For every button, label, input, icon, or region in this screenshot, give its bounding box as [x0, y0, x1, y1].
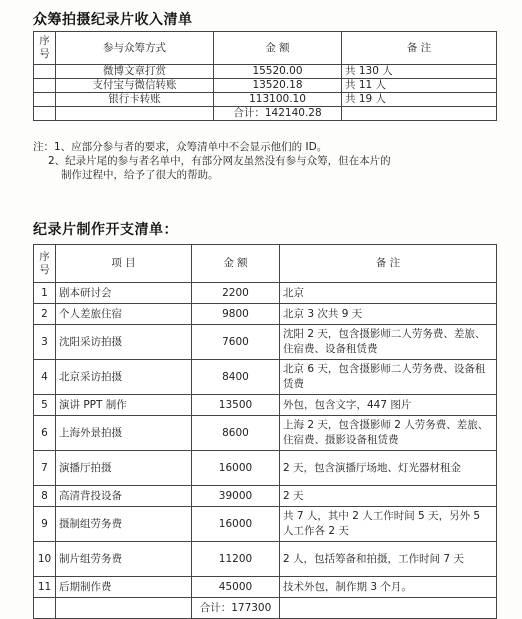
expense-row-no: 2: [34, 304, 56, 325]
expense-row-amount: 45000: [192, 577, 280, 598]
expense-row-amount: 8400: [192, 360, 280, 395]
expense-row-item: 高清背投设备: [56, 486, 192, 507]
expense-title: 纪录片制作开支清单：: [33, 222, 178, 238]
expense-row: [34, 577, 497, 598]
expense-row: [34, 486, 497, 507]
income-row-amount: 13520.18: [214, 79, 342, 93]
income-total-row: [34, 107, 497, 121]
income-header-note: 备 注: [342, 32, 497, 65]
expense-row: [34, 283, 497, 304]
expense-row-note: 沈阳 2 天，包含摄影师二人劳务费、差旅、住宿费、设备租赁费: [280, 325, 497, 360]
income-row-note: 共 11 人: [342, 79, 497, 93]
income-title: 众筹拍摄纪录片收入清单: [33, 12, 193, 28]
expense-header-row: [34, 245, 497, 283]
income-row-note: 共 130 人: [342, 65, 497, 79]
expense-header-amount: 金 额: [192, 245, 280, 283]
expense-total: 合计：177300: [192, 598, 280, 619]
expense-row-note: 共 7 人，其中 2 人工作时间 5 天，另外 5 人工作各 2 天: [280, 507, 497, 542]
income-row-amount: 15520.00: [214, 65, 342, 79]
expense-row-amount: 13500: [192, 395, 280, 416]
expense-row-no: 5: [34, 395, 56, 416]
expense-row-amount: 9800: [192, 304, 280, 325]
expense-row-no: 1: [34, 283, 56, 304]
expense-row-item: 演讲 PPT 制作: [56, 395, 192, 416]
expense-row-no: 7: [34, 451, 56, 486]
expense-row-item: 后期制作费: [56, 577, 192, 598]
income-header-no: 序号: [34, 32, 56, 65]
expense-row-amount: 8600: [192, 416, 280, 451]
expense-row: [34, 451, 497, 486]
expense-row-item: 沈阳采访拍摄: [56, 325, 192, 360]
notes-prefix: 注：: [33, 141, 54, 153]
expense-row-item: 北京采访拍摄: [56, 360, 192, 395]
income-row-no: [34, 93, 56, 107]
income-row-method: 微博文章打赏: [56, 65, 214, 79]
expense-row-amount: 16000: [192, 451, 280, 486]
expense-row-item: 剧本研讨会: [56, 283, 192, 304]
expense-row-item: 演播厅拍摄: [56, 451, 192, 486]
expense-header-note: 备 注: [280, 245, 497, 283]
income-row-note: 共 19 人: [342, 93, 497, 107]
income-row-no: [34, 65, 56, 79]
income-notes: [33, 140, 503, 182]
income-header-row: [34, 32, 497, 65]
expense-row: [34, 304, 497, 325]
income-row: [34, 79, 497, 93]
expense-row-no: 3: [34, 325, 56, 360]
expense-header-no: 序号: [34, 245, 56, 283]
expense-row-note: 上海 2 天，包含摄影师 2 人劳务费、差旅、住宿费、摄影设备租赁费: [280, 416, 497, 451]
expense-row-no: 11: [34, 577, 56, 598]
income-header-amount: 金 额: [214, 32, 342, 65]
expense-row-note: 2 天，包含演播厅场地、灯光器材租金: [280, 451, 497, 486]
expense-row-item: 个人差旅住宿: [56, 304, 192, 325]
expense-row: [34, 360, 497, 395]
expense-row-note: 2 天: [280, 486, 497, 507]
income-row: [34, 93, 497, 107]
income-row-method: 银行卡转账: [56, 93, 214, 107]
expense-row-no: 9: [34, 507, 56, 542]
income-row-amount: 113100.10: [214, 93, 342, 107]
expense-header-item: 项 目: [56, 245, 192, 283]
expense-row-amount: 2200: [192, 283, 280, 304]
expense-row: [34, 395, 497, 416]
expense-row-no: 6: [34, 416, 56, 451]
expense-row-note: 北京 6 天，包含摄影师二人劳务费、设备租赁费: [280, 360, 497, 395]
expense-row-item: 制片组劳务费: [56, 542, 192, 577]
notes-line-3: 制作过程中，给予了很大的帮助。: [61, 169, 219, 181]
expense-table: [33, 244, 497, 619]
expense-row: [34, 507, 497, 542]
income-table: [33, 31, 497, 121]
income-row-method: 支付宝与微信转账: [56, 79, 214, 93]
expense-row: [34, 416, 497, 451]
expense-total-row: [34, 598, 497, 619]
notes-line-2: 2、纪录片尾的参与者名单中，有部分网友虽然没有参与众筹，但在本片的: [48, 155, 391, 167]
expense-row: [34, 325, 497, 360]
income-header-method: 参与众筹方式: [56, 32, 214, 65]
expense-row-no: 8: [34, 486, 56, 507]
income-total: 合计：142140.28: [214, 107, 342, 121]
expense-row-amount: 16000: [192, 507, 280, 542]
expense-row-amount: 39000: [192, 486, 280, 507]
notes-line-1: 1、应部分参与者的要求，众筹清单中不会显示他们的 ID。: [54, 141, 328, 153]
expense-row-note: 技术外包，制作期 3 个月。: [280, 577, 497, 598]
expense-row-no: 4: [34, 360, 56, 395]
expense-row-note: 北京 3 次共 9 天: [280, 304, 497, 325]
expense-row-item: 上海外景拍摄: [56, 416, 192, 451]
expense-row-note: 2 人，包括筹备和拍摄，工作时间 7 天: [280, 542, 497, 577]
expense-row-amount: 11200: [192, 542, 280, 577]
income-row-no: [34, 79, 56, 93]
expense-row-note: 外包，包含文字，447 图片: [280, 395, 497, 416]
expense-row-no: 10: [34, 542, 56, 577]
expense-row-item: 摄制组劳务费: [56, 507, 192, 542]
expense-row-amount: 7600: [192, 325, 280, 360]
expense-row: [34, 542, 497, 577]
income-row: [34, 65, 497, 79]
expense-row-note: 北京: [280, 283, 497, 304]
